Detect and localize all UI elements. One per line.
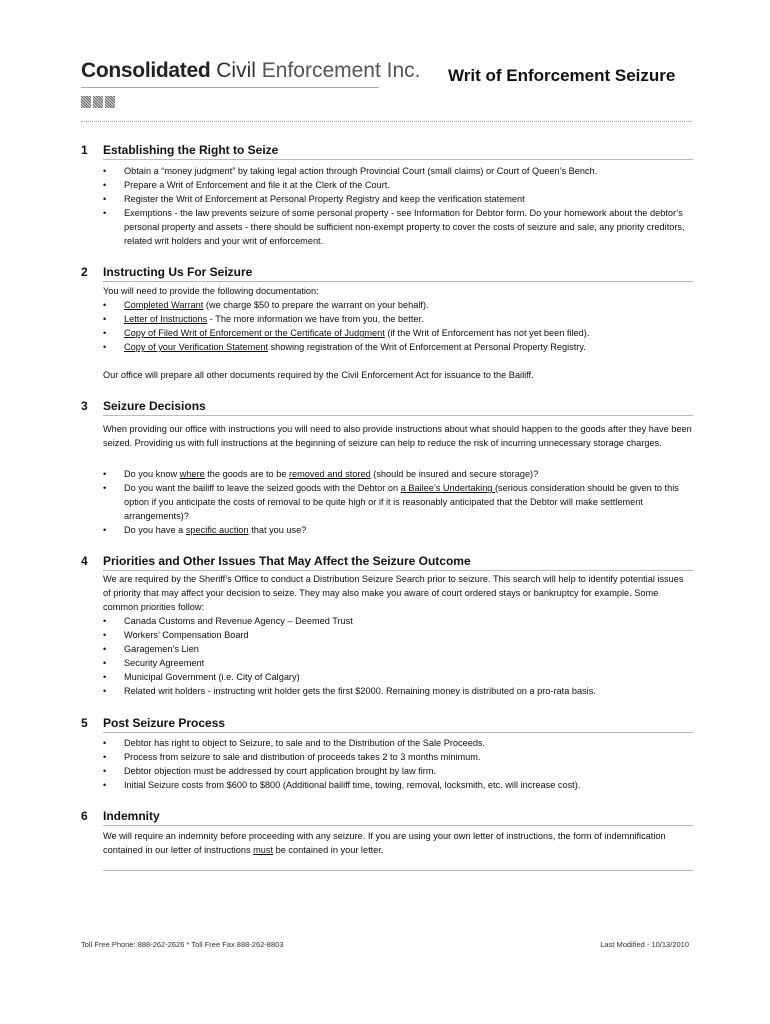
list-item: • Process from seizure to sale and distribution of proceeds takes 2 to 3 months minimum. [103, 750, 693, 764]
list-item: • Workers’ Compensation Board [103, 628, 693, 642]
content-end-rule [103, 870, 693, 871]
section-2-intro: You will need to provide the following documentation: [103, 286, 319, 296]
section-4-list [103, 614, 693, 698]
footer-last-modified: Last Modified - 10/13/2010 [600, 940, 689, 949]
list-item: • Do you want the bailiff to leave the seized goods with the Debtor on a Bailee’s Undertaking (serious consideration should be given to this option if you anticipate the costs of removal to be quite high or if it is reasonably anticipated that the Debtor will make settlement arrangements)? [103, 481, 693, 523]
company-logo-text [81, 58, 421, 84]
letter-of-instructions-link: Letter of Instructions [124, 314, 208, 324]
section-5-title: Post Seizure Process [103, 716, 226, 730]
list-item: • Completed Warrant (we charge $50 to prepare the warrant on your behalf). [103, 298, 693, 312]
list-item: • Copy of Filed Writ of Enforcement or the Certificate of Judgment (if the Writ of Enforcement has not yet been filed). [103, 326, 693, 340]
list-item: • Letter of Instructions - The more information we have from you, the better. [103, 312, 693, 326]
section-1-title: Establishing the Right to Seize [103, 143, 279, 157]
section-1-rule [103, 159, 693, 160]
list-item: • Canada Customs and Revenue Agency – Deemed Trust [103, 614, 693, 628]
section-2-number: 2 [81, 265, 88, 279]
section-1-list [103, 164, 693, 248]
section-5-rule [103, 732, 693, 733]
section-1-number: 1 [81, 143, 88, 157]
completed-warrant-link: Completed Warrant [124, 300, 204, 310]
company-name-mid: Civil [216, 59, 256, 82]
section-4-rule [103, 570, 693, 571]
list-item: • Initial Seizure costs from $600 to $800 (Additional bailiff time, towing, removal, locksmith, etc. will increase cost). [103, 778, 693, 792]
section-2-outro: Our office will prepare all other documents required by the Civil Enforcement Act for issuance to the Bailiff. [103, 370, 534, 380]
list-item: • Security Agreement [103, 656, 693, 670]
section-6-rule [103, 825, 693, 826]
list-item: • Obtain a “money judgment” by taking legal action through Provincial Court (small claims) or Court of Queen’s Bench. [103, 164, 693, 178]
list-item: • Exemptions - the law prevents seizure of some personal property - see Information for Debtor form. Do your homework about the debtor’s personal property and assets - there should be sufficient non-exempt property to cover the costs of seizure and sale, any priority creditors, related writ holders and your writ of enforcement. [103, 206, 693, 248]
section-3-list [103, 467, 693, 537]
list-item: • Do you know where the goods are to be removed and stored (should be insured and secure storage)? [103, 467, 693, 481]
footer-contact: Toll Free Phone: 888-262-2626 * Toll Free Fax 888-262-8803 [81, 940, 284, 949]
section-6-number: 6 [81, 809, 88, 823]
section-2-rule [103, 281, 693, 282]
section-6-title: Indemnity [103, 809, 160, 823]
list-item: • Copy of your Verification Statement showing registration of the Writ of Enforcement at Personal Property Registry. [103, 340, 693, 354]
document-title: Writ of Enforcement Seizure [448, 66, 676, 85]
section-3-intro: When providing our office with instructions you will need to also provide instructions about what should happen to the goods after they have been seized. Providing us with full instructions at the beginning of seizure can help to reduce the risk of incurring unnecessary storage charges. [103, 424, 692, 448]
list-item: • Garagemen’s Lien [103, 642, 693, 656]
list-item: • Prepare a Writ of Enforcement and file it at the Clerk of the Court. [103, 178, 693, 192]
striped-squares-logo-icon [81, 96, 117, 108]
header-divider [81, 121, 691, 122]
verification-statement-link: Copy of your Verification Statement [124, 342, 269, 352]
section-2-title: Instructing Us For Seizure [103, 265, 253, 279]
section-4-intro: We are required by the Sheriff’s Office to conduct a Distribution Seizure Search prior to seizure. This search will help to identify potential issues of priority that may affect your decision to seize. They may also make you aware of court ordered stays or bankruptcy for example. Some common priorities follow: [103, 574, 684, 612]
filed-writ-copy-link: Copy of Filed Writ of Enforcement or the Certificate of Judgment [124, 328, 385, 338]
list-item: • Register the Writ of Enforcement at Personal Property Registry and keep the verification statement [103, 192, 693, 206]
list-item: • Do you have a specific auction that you use? [103, 523, 693, 537]
list-item: • Municipal Government (i.e. City of Calgary) [103, 670, 693, 684]
section-5-number: 5 [81, 716, 88, 730]
section-6-text: We will require an indemnity before proceeding with any seizure. If you are using your own letter of instructions, the form of indemnification contained in our letter of instructions must be contained in your letter. [103, 831, 666, 855]
section-3-rule [103, 415, 693, 416]
section-5-list [103, 736, 693, 792]
company-name-bold: Consolidated [81, 59, 211, 82]
section-4-number: 4 [81, 554, 88, 568]
section-4-title: Priorities and Other Issues That May Affect the Seizure Outcome [103, 554, 471, 568]
list-item: • Debtor objection must be addressed by court application brought by law firm. [103, 764, 693, 778]
list-item: • Related writ holders - instructing writ holder gets the first $2000. Remaining money is distributed on a pro-rata basis. [103, 684, 693, 698]
section-2-list [103, 298, 693, 354]
list-item: • Debtor has right to object to Seizure, to sale and to the Distribution of the Sale Proceeds. [103, 736, 693, 750]
section-3-number: 3 [81, 399, 88, 413]
company-name-light: Enforcement Inc. [261, 59, 421, 82]
section-3-title: Seizure Decisions [103, 399, 206, 413]
brand-underline [81, 87, 379, 88]
